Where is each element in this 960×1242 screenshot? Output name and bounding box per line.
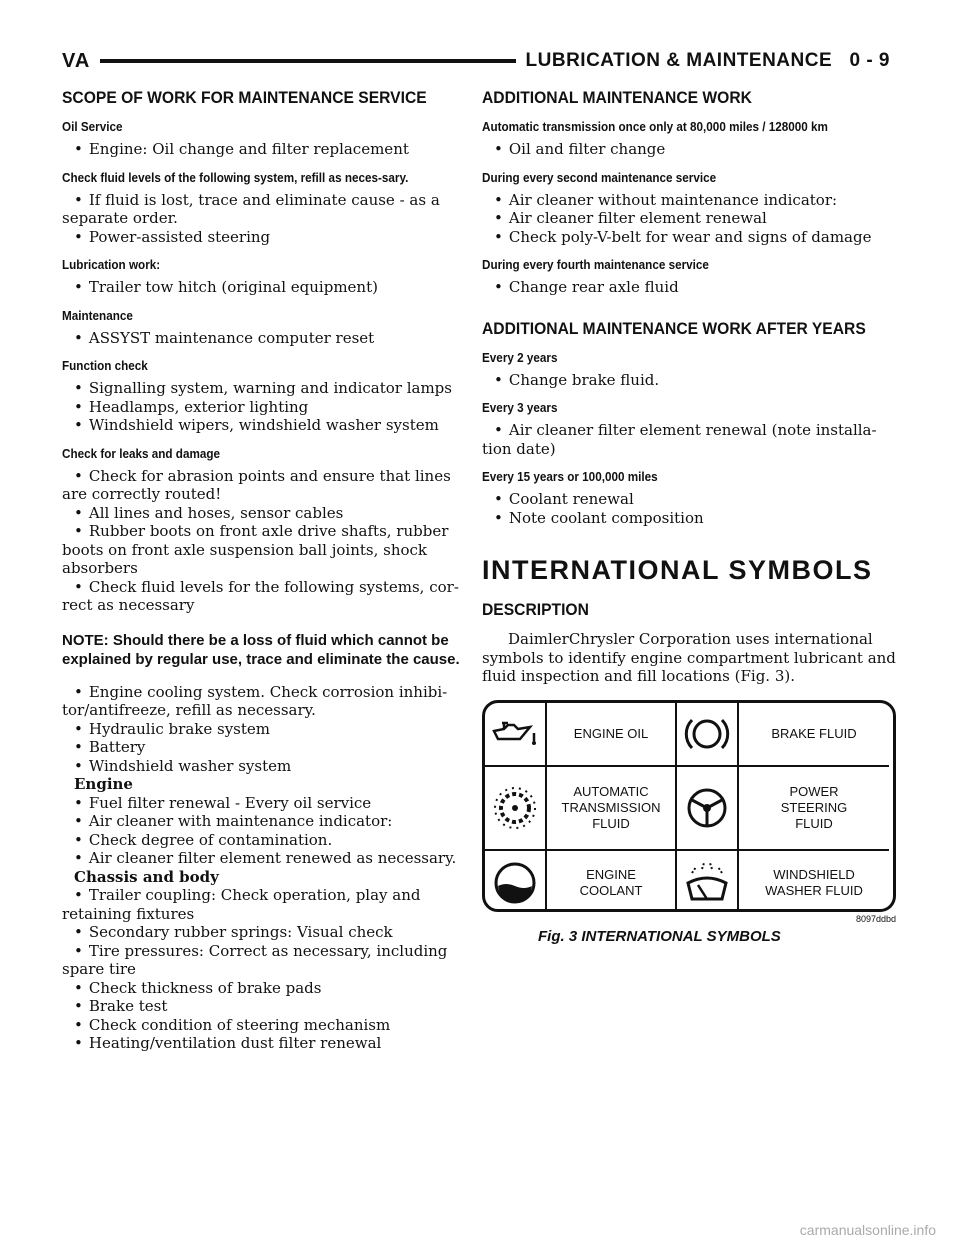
bullet-list: [62, 329, 462, 348]
power-steering-cell: [739, 767, 889, 851]
left-column: [62, 88, 462, 1053]
transmission-fluid-icon: [485, 767, 547, 851]
two-years-title: Every 2 years: [482, 349, 558, 365]
list-item: • Coolant renewal: [482, 490, 902, 509]
list-item: • Check thickness of brake pads: [62, 979, 462, 998]
section-title: LUBRICATION & MAINTENANCE 0 - 9: [525, 50, 890, 71]
washer-fluid-cell: [739, 851, 889, 912]
list-item: • Check for abrasion points and ensure that lines are correctly routed!: [62, 467, 462, 504]
list-item: • Air cleaner with maintenance indicator:: [62, 812, 462, 831]
scope-heading: SCOPE OF WORK FOR MAINTENANCE SERVICE: [62, 88, 427, 107]
engine-oil-cell: [547, 703, 677, 767]
list-item: • ASSYST maintenance computer reset: [62, 329, 462, 348]
description-text: DaimlerChrysler Corporation uses international symbols to identify engine compartment lubricant and fluid inspection and fill locations (Fig. 3).: [482, 630, 896, 685]
engine-oil-label: ENGINE OIL: [573, 725, 649, 741]
list-item: • Trailer coupling: Check operation, play and retaining fixtures: [62, 886, 462, 923]
bullet-list: [62, 191, 462, 247]
maintenance-title: Maintenance: [62, 307, 133, 323]
transmission-fluid-label: AUTOMATIC TRANSMISSION FLUID: [561, 783, 661, 831]
additional-heading: ADDITIONAL MAINTENANCE WORK: [482, 88, 752, 107]
right-column: [482, 88, 902, 945]
watermark: carmanualsonline.info: [799, 1222, 936, 1238]
list-item: • Note coolant composition: [482, 509, 902, 528]
bullet-list: [482, 140, 902, 159]
description-heading: DESCRIPTION: [482, 600, 589, 619]
list-item: • Check poly-V-belt for wear and signs of damage: [482, 228, 902, 247]
bullet-list: [62, 794, 462, 868]
three-years-title: Every 3 years: [482, 400, 558, 415]
bullet-list: [482, 421, 902, 458]
bullet-list: [62, 379, 462, 435]
brake-fluid-label: BRAKE FLUID: [771, 725, 857, 741]
list-item: • Change rear axle fluid: [482, 278, 902, 297]
washer-fluid-label: WINDSHIELD WASHER FLUID: [765, 866, 863, 898]
list-item: • Check degree of contamination.: [62, 831, 462, 850]
list-item: • Windshield wipers, windshield washer system: [62, 416, 462, 435]
list-item: • Secondary rubber springs: Visual check: [62, 923, 462, 942]
list-item: • Windshield washer system: [62, 757, 462, 776]
list-item: • Air cleaner filter element renewal (note installa-tion date): [482, 421, 902, 458]
bullet-list: [62, 886, 462, 1053]
list-item: • Oil and filter change: [482, 140, 902, 159]
engine-coolant-icon: [485, 851, 547, 912]
bullet-list: [62, 683, 462, 776]
oil-service-title: Oil Service: [62, 119, 123, 134]
list-item: • Check fluid levels for the following systems, cor-rect as necessary: [62, 578, 462, 615]
fourth-service-title: During every fourth maintenance service: [482, 257, 709, 272]
bullet-list: [62, 140, 462, 159]
list-item: • Power-assisted steering: [62, 228, 462, 247]
vehicle-code: VA: [62, 49, 91, 72]
list-item: • Air cleaner without maintenance indicator:: [482, 191, 902, 210]
header-rule: [100, 59, 515, 63]
list-item: • Signalling system, warning and indicator lamps: [62, 379, 462, 398]
function-check-title: Function check: [62, 358, 148, 373]
washer-fluid-icon: [677, 851, 739, 912]
list-item: • Engine cooling system. Check corrosion inhibi-tor/antifreeze, refill as necessary.: [62, 683, 462, 720]
brake-fluid-icon: [677, 703, 739, 767]
engine-oil-icon: [485, 703, 547, 767]
bullet-list: [482, 371, 902, 390]
symbols-grid: [482, 700, 896, 912]
engine-label: Engine: [74, 775, 133, 793]
list-item: • Heating/ventilation dust filter renewal: [62, 1034, 462, 1053]
bullet-list: [482, 490, 902, 527]
list-item: • Change brake fluid.: [482, 371, 902, 390]
list-item: • Tire pressures: Correct as necessary, including spare tire: [62, 942, 462, 979]
figure-caption: Fig. 3 INTERNATIONAL SYMBOLS: [538, 927, 781, 945]
transmission-fluid-cell: [547, 767, 677, 851]
symbols-figure: [482, 700, 902, 945]
list-item: • Check condition of steering mechanism: [62, 1016, 462, 1035]
list-item: • All lines and hoses, sensor cables: [62, 504, 462, 523]
list-item: • Battery: [62, 738, 462, 757]
list-item: • Rubber boots on front axle drive shafts, rubber boots on front axle suspension ball joints, shock absorbers: [62, 522, 462, 578]
page-header: [62, 44, 890, 78]
years-heading: ADDITIONAL MAINTENANCE WORK AFTER YEARS: [482, 318, 866, 338]
bullet-list: [62, 278, 462, 297]
international-symbols-heading: INTERNATIONAL SYMBOLS: [482, 555, 873, 585]
bullet-list: [482, 278, 902, 297]
list-item: • Air cleaner filter element renewed as necessary.: [62, 849, 462, 868]
list-item: • Hydraulic brake system: [62, 720, 462, 739]
engine-coolant-label: ENGINE COOLANT: [579, 866, 643, 898]
list-item: • Fuel filter renewal - Every oil service: [62, 794, 462, 813]
list-item: • Brake test: [62, 997, 462, 1016]
power-steering-label: POWER STEERING FLUID: [780, 783, 848, 831]
brake-fluid-cell: [739, 703, 889, 767]
second-service-title: During every second maintenance service: [482, 169, 717, 185]
list-item: • If fluid is lost, trace and eliminate cause - as a separate order.: [62, 191, 462, 228]
leaks-title: Check for leaks and damage: [62, 445, 221, 461]
list-item: • Engine: Oil change and filter replacement: [62, 140, 462, 159]
figure-id: 8097ddbd: [855, 913, 896, 924]
fluid-levels-title: Check fluid levels of the following system, refill as neces-sary.: [62, 169, 409, 185]
fluid-loss-note: NOTE: Should there be a loss of fluid which cannot be explained by regular use, trace and eliminate the cause.: [62, 631, 460, 668]
list-item: • Trailer tow hitch (original equipment): [62, 278, 462, 297]
engine-coolant-cell: [547, 851, 677, 912]
chassis-label: Chassis and body: [74, 867, 219, 886]
fifteen-years-title: Every 15 years or 100,000 miles: [482, 469, 658, 484]
bullet-list: [62, 467, 462, 615]
power-steering-icon: [677, 767, 739, 851]
bullet-list: [482, 191, 902, 247]
auto-trans-title: Automatic transmission once only at 80,000 miles / 128000 km: [482, 119, 828, 134]
list-item: • Air cleaner filter element renewal: [482, 209, 902, 228]
lubrication-title: Lubrication work:: [62, 257, 161, 272]
list-item: • Headlamps, exterior lighting: [62, 398, 462, 417]
